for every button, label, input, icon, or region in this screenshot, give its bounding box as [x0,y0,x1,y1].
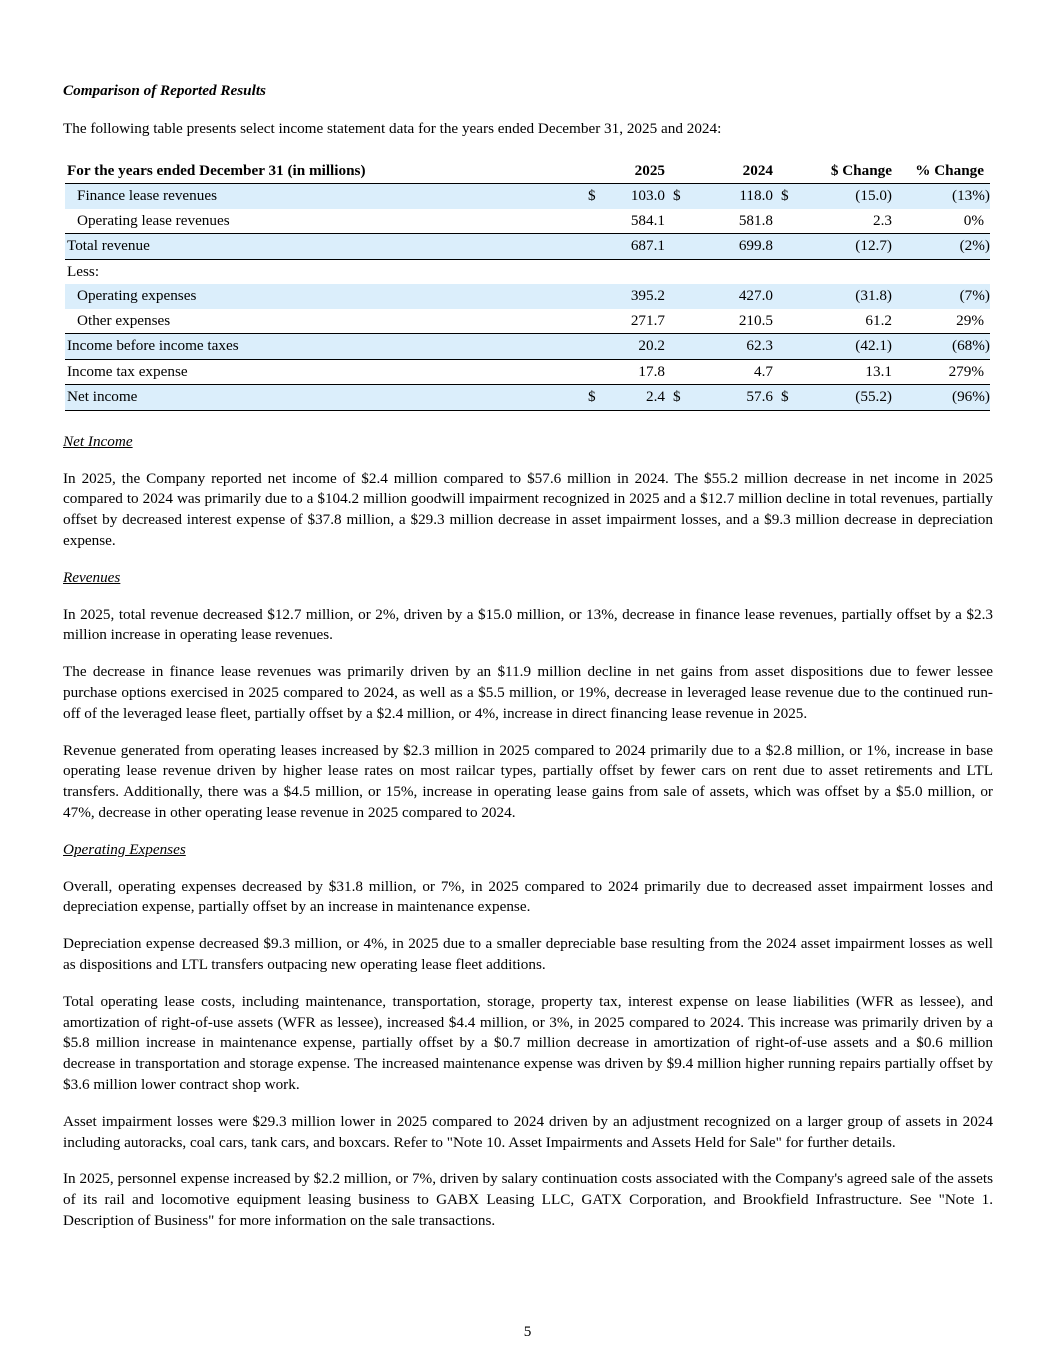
currency-2025: $ [580,184,610,209]
value-pct-change [892,259,990,284]
currency-change: $ [773,184,808,209]
intro-paragraph: The following table presents select income statement data for the years ended December 31, 2025 and 2024: [63,120,722,137]
value-pct-change: 279% [948,362,984,380]
header-change: $ Change [773,159,892,184]
operating-expenses-paragraph-1: Overall, operating expenses decreased by $31.8 million, or 7%, in 2025 compared to 2024 primarily due to decreased asset impairment losses and depreciation expense, partially offset by an increase in maintenance expense. [63,877,993,916]
currency-2024: $ [665,184,718,209]
row-label: Income before income taxes [65,334,580,360]
currency-2025 [580,309,610,334]
header-2024: 2024 [718,159,773,184]
currency-2024 [665,359,718,385]
value-change: (42.1) [808,334,892,360]
page-number: 5 [523,1323,532,1340]
value-change: 61.2 [865,311,892,329]
currency-2024 [665,259,718,284]
row-label: Less: [67,262,100,280]
value-2024: 427.0 [718,284,773,309]
row-label: Operating lease revenues [77,211,230,229]
value-2024: 118.0 [718,184,773,209]
value-2025: 687.1 [610,234,665,260]
value-change [808,259,892,284]
row-label: Net income [65,385,580,411]
value-2024: 210.5 [738,311,773,329]
row-label: Finance lease revenues [65,184,580,209]
value-change: (15.0) [808,184,892,209]
table-row [65,385,990,411]
currency-change [773,234,808,260]
value-change: 2.3 [873,211,892,229]
value-change: 13.1 [865,362,892,380]
value-pct-change: (13%) [892,184,990,209]
value-2025: 395.2 [610,284,665,309]
table-row [65,334,990,360]
currency-change [773,359,808,385]
value-2024 [718,259,773,284]
operating-expenses-paragraph-4: Asset impairment losses were $29.3 million lower in 2025 compared to 2024 driven by an adjustment recognized on a larger group of assets in 2024 including autoracks, coal cars, tank cars, and boxcars. Refer to "Note 10. Asset Impairments and Assets Held for Sale" for further details. [63,1112,993,1151]
document-page [63,80,993,1232]
currency-2024 [665,209,718,234]
value-pct-change: 0% [963,211,984,229]
header-label: For the years ended December 31 (in millions) [65,159,580,184]
section-title: Comparison of Reported Results [63,82,266,99]
value-2025: 17.8 [638,362,665,380]
row-label: Income tax expense [67,362,188,380]
currency-change: $ [773,385,808,411]
value-change: (55.2) [808,385,892,411]
currency-2025 [580,209,610,234]
revenues-heading: Revenues [63,568,121,586]
income-statement-table [65,159,990,411]
row-label: Total revenue [65,234,580,260]
value-2025 [610,259,665,284]
header-pct-change: % Change [892,159,990,184]
currency-2024: $ [665,385,718,411]
value-2024: 699.8 [718,234,773,260]
table-row [65,209,990,234]
currency-2025 [580,284,610,309]
operating-expenses-paragraph-3: Total operating lease costs, including maintenance, transportation, storage, property tax, interest expense on lease liabilities (WFR as lessee), and amortization of right-of-use assets (WFR as lessee), increased $4.4 million, or 3%, in 2025 compared to 2024. This increase was primarily driven by a $5.8 million increase in maintenance expense, partially offset by a $0.7 million decrease in amortization of right-of-use assets and a $0.6 million decrease in transportation and storage expense. The increased maintenance expense was driven by $9.4 million higher running repairs partially offset by $3.6 million lower contract shop work. [63,992,993,1093]
currency-2025 [580,234,610,260]
currency-2024 [665,234,718,260]
row-label: Other expenses [77,311,171,329]
table-header-row [65,159,990,184]
value-2024: 62.3 [718,334,773,360]
revenues-paragraph-3: Revenue generated from operating leases increased by $2.3 million in 2025 compared to 2024 primarily due to a $2.8 million, or 1%, increase in base operating lease revenue driven by higher lease rates on most railcar types, partially offset by fewer cars on rent due to asset retirements and LTL transfers. Additionally, there was a $4.5 million, or 15%, increase in operating lease gains from sale of assets, which was offset by a $5.0 million, or 47%, decrease in other operating lease revenue in 2025 compared to 2024. [63,741,993,821]
table-row [65,284,990,309]
value-pct-change: (2%) [892,234,990,260]
table-row [65,359,990,385]
value-2024: 57.6 [718,385,773,411]
revenues-paragraph-1: In 2025, total revenue decreased $12.7 million, or 2%, driven by a $15.0 million, or 13%, decrease in finance lease revenues, partially offset by a $2.3 million increase in operating lease revenues. [63,605,993,644]
value-2025: 103.0 [610,184,665,209]
currency-change [773,309,808,334]
header-2025: 2025 [610,159,665,184]
currency-2025 [580,334,610,360]
currency-2024 [665,309,718,334]
value-2025: 2.4 [610,385,665,411]
currency-change [773,284,808,309]
net-income-heading: Net Income [63,432,133,450]
revenues-paragraph-2: The decrease in finance lease revenues was primarily driven by an $11.9 million decline in net gains from asset dispositions due to fewer lessee purchase options exercised in 2025 compared to 2024, as well as a $5.5 million, or 19%, decrease in leveraged lease revenue due to the continued run-off of the leveraged lease fleet, partially offset by a $2.4 million, or 4%, increase in direct financing lease revenue in 2025. [63,663,993,722]
value-pct-change: (96%) [892,385,990,411]
currency-change [773,334,808,360]
value-2025: 271.7 [630,311,665,329]
table-row [65,259,990,284]
table-row [65,234,990,260]
operating-expenses-paragraph-2: Depreciation expense decreased $9.3 million, or 4%, in 2025 due to a smaller depreciable base resulting from the 2024 asset impairment losses as well as dispositions and LTL transfers outpacing new operating lease fleet additions. [63,935,993,973]
currency-2025: $ [580,385,610,411]
value-pct-change: (68%) [892,334,990,360]
value-pct-change: 29% [956,311,984,329]
value-change: (12.7) [808,234,892,260]
currency-change [773,259,808,284]
operating-expenses-heading: Operating Expenses [63,840,186,858]
value-2024: 581.8 [738,211,773,229]
value-2025: 584.1 [630,211,665,229]
currency-2024 [665,284,718,309]
currency-2025 [580,359,610,385]
currency-2024 [665,334,718,360]
value-2024: 4.7 [754,362,773,380]
operating-expenses-paragraph-5: In 2025, personnel expense increased by $2.2 million, or 7%, driven by salary continuation costs associated with the Company's agreed sale of the assets of its rail and locomotive equipment leasing business to GABX Leasing LLC, GATX Corporation, and Brookfield Infrastructure. See "Note 1. Description of Business" for more information on the sale transactions. [63,1170,993,1229]
row-label: Operating expenses [65,284,580,309]
table-row [65,184,990,209]
value-pct-change: (7%) [892,284,990,309]
currency-change [773,209,808,234]
value-2025: 20.2 [610,334,665,360]
table-row [65,309,990,334]
net-income-paragraph: In 2025, the Company reported net income of $2.4 million compared to $57.6 million in 2024. The $55.2 million decrease in net income in 2025 compared to 2024 was primarily due to a $104.2 million goodwill impairment recognized in 2025 and a $12.7 million decline in total revenues, partially offset by decreased interest expense of $37.8 million, a $29.3 million decrease in asset impairment losses, and a $9.3 million decrease in depreciation expense. [63,469,993,549]
currency-2025 [580,259,610,284]
value-change: (31.8) [808,284,892,309]
